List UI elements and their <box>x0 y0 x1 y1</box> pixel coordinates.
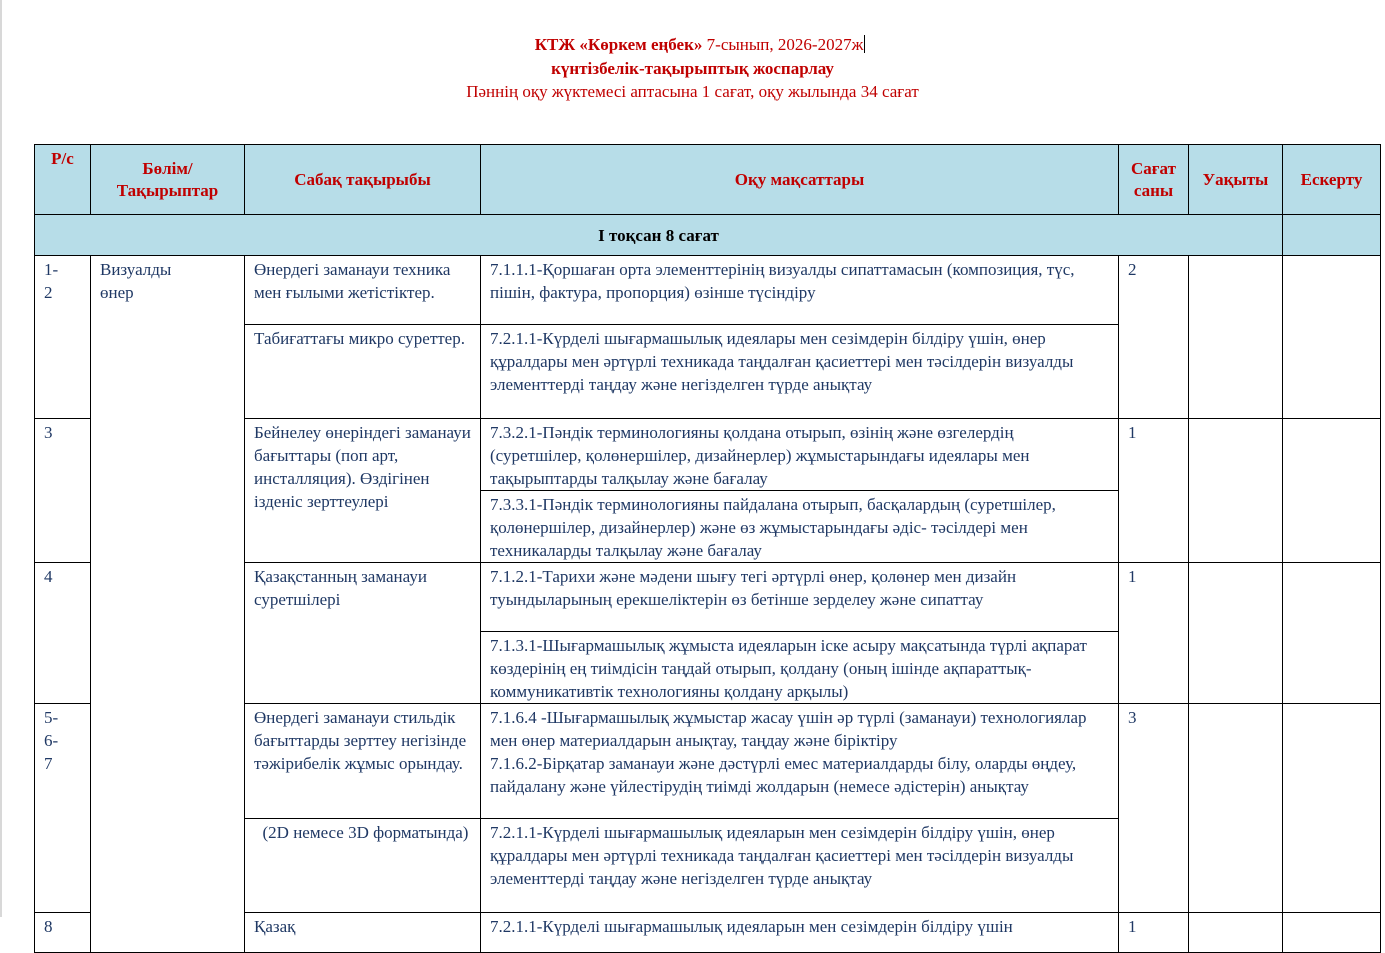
header-note[interactable]: Ескерту <box>1283 145 1381 215</box>
calendar-plan-table <box>34 144 1381 953</box>
time-cell[interactable] <box>1189 256 1283 419</box>
row-number[interactable]: 3 <box>35 419 91 563</box>
quarter-row <box>35 215 1381 256</box>
goal-cell[interactable]: 7.2.1.1-Күрделі шығармашылық идеяларын мен сезімдерін білдіру үшін, өнер құралдары мен әртүрлі техникада таңдалған қасиеттері мен тәсілдерін визуалды элементтерді таңдау және негізделген түрде анықтау <box>481 819 1119 913</box>
header-section[interactable]: Бөлім/ Тақырыптар <box>91 145 245 215</box>
goal-cell[interactable]: 7.2.1.1-Күрделі шығармашылық идеялары мен сезімдерін білдіру үшін, өнер құралдары мен әртүрлі техникада таңдалған қасиеттері мен тәсілдерін визуалды элементтерді таңдау және негізделген түрде анықтау <box>481 325 1119 419</box>
quarter-note-cell[interactable] <box>1283 215 1381 256</box>
time-cell[interactable] <box>1189 913 1283 953</box>
title-normal-part: 7-сынып, 2026-2027ж <box>702 35 864 54</box>
table-row <box>35 256 1381 325</box>
row-number[interactable]: 1- 2 <box>35 256 91 419</box>
title-bold-part: КТЖ «Көркем еңбек» <box>534 35 703 54</box>
topic-cell[interactable]: Қазақ <box>245 913 481 953</box>
hours-cell[interactable]: 1 <box>1119 563 1189 704</box>
hours-cell[interactable]: 1 <box>1119 913 1189 953</box>
note-cell[interactable] <box>1283 913 1381 953</box>
row-number[interactable]: 4 <box>35 563 91 704</box>
hours-cell[interactable]: 2 <box>1119 256 1189 419</box>
workload-line[interactable]: Пәннің оқу жүктемесі аптасына 1 сағат, оқу жылында 34 сағат <box>466 82 919 101</box>
row-number[interactable]: 8 <box>35 913 91 953</box>
document-subtitle[interactable]: күнтізбелік-тақырыптық жоспарлау <box>551 59 834 78</box>
header-topic[interactable]: Сабақ тақырыбы <box>245 145 481 215</box>
hours-cell[interactable]: 3 <box>1119 704 1189 913</box>
goal-cell[interactable]: 7.3.2.1-Пәндік терминологияны қолдана отырып, өзінің және өзгелердің (суретшілер, қолөнершілер, дизайнерлер) жұмыстарындағы идеялары мен тақырыптарды талқылау және бағалау <box>481 419 1119 491</box>
time-cell[interactable] <box>1189 563 1283 704</box>
header-goals[interactable]: Оқу мақсаттары <box>481 145 1119 215</box>
goal-cell[interactable]: 7.3.3.1-Пәндік терминологияны пайдалана отырып, басқалардың (суретшілер, қолөнершілер, дизайнерлер) және өз жұмыстарындағы әдіс- тәсілдері мен техникаларды талқылау және бағалау <box>481 491 1119 563</box>
hours-cell[interactable]: 1 <box>1119 419 1189 563</box>
text-cursor <box>864 35 865 53</box>
goal-cell[interactable]: 7.1.1.1-Қоршаған орта элементтерінің визуалды сипаттамасын (композиция, түс, пішін, фактура, пропорция) өзінше түсіндіру <box>481 256 1119 325</box>
topic-cell[interactable]: (2D немесе 3D форматында) <box>245 819 481 913</box>
row-number[interactable]: 5- 6- 7 <box>35 704 91 913</box>
page-left-edge <box>0 0 2 917</box>
section-cell[interactable]: Визуалды өнер <box>91 256 245 953</box>
time-cell[interactable] <box>1189 704 1283 913</box>
topic-cell[interactable]: Табиғаттағы микро суреттер. <box>245 325 481 419</box>
note-cell[interactable] <box>1283 704 1381 913</box>
goal-cell[interactable]: 7.1.3.1-Шығармашылық жұмыста идеяларын іске асыру мақсатында түрлі ақпарат көздерінің ең тиімдісін таңдай отырып, қолдану (оның ішінде ақпараттық-коммуникативтік технологияны қолдану арқылы) <box>481 632 1119 704</box>
header-time[interactable]: Уақыты <box>1189 145 1283 215</box>
header-rs[interactable]: Р/с <box>35 145 91 215</box>
goal-cell[interactable] <box>481 704 1119 819</box>
topic-cell[interactable]: Қазақстанның заманауи суретшілері <box>245 563 481 704</box>
table-header-row <box>35 145 1381 215</box>
quarter-label[interactable]: I тоқсан 8 сағат <box>35 215 1283 256</box>
document-header <box>0 33 1385 103</box>
goal-text: 7.1.6.2-Бірқатар заманауи және дәстүрлі емес материалдарды білу, оларды өңдеу, пайдалану және үйлестірудің тиімді жолдарын (немесе әдістерін) анықтау <box>490 754 1077 796</box>
note-cell[interactable] <box>1283 419 1381 563</box>
time-cell[interactable] <box>1189 419 1283 563</box>
note-cell[interactable] <box>1283 563 1381 704</box>
goal-cell[interactable]: 7.1.2.1-Тарихи және мәдени шығу тегі әртүрлі өнер, қолөнер мен дизайн туындыларының ерекшеліктерін өз бетінше зерделеу және сипаттау <box>481 563 1119 632</box>
topic-cell[interactable]: Өнердегі заманауи техника мен ғылыми жетістіктер. <box>245 256 481 325</box>
document-title[interactable] <box>0 33 1385 57</box>
note-cell[interactable] <box>1283 256 1381 419</box>
topic-cell[interactable]: Бейнелеу өнеріндегі заманауи бағыттары (поп арт, инсталляция). Өздігінен ізденіс зерттеулері <box>245 419 481 563</box>
goal-text: 7.1.6.4 -Шығармашылық жұмыстар жасау үшін әр түрлі (заманауи) технологиялар мен өнер материалдарын анықтау, таңдау және біріктіру <box>490 708 1087 750</box>
goal-cell[interactable]: 7.2.1.1-Күрделі шығармашылық идеяларын мен сезімдерін білдіру үшін <box>481 913 1119 953</box>
topic-cell[interactable]: Өнердегі заманауи стильдік бағыттарды зерттеу негізінде тәжірибелік жұмыс орындау. <box>245 704 481 819</box>
header-hours[interactable]: Сағат саны <box>1119 145 1189 215</box>
